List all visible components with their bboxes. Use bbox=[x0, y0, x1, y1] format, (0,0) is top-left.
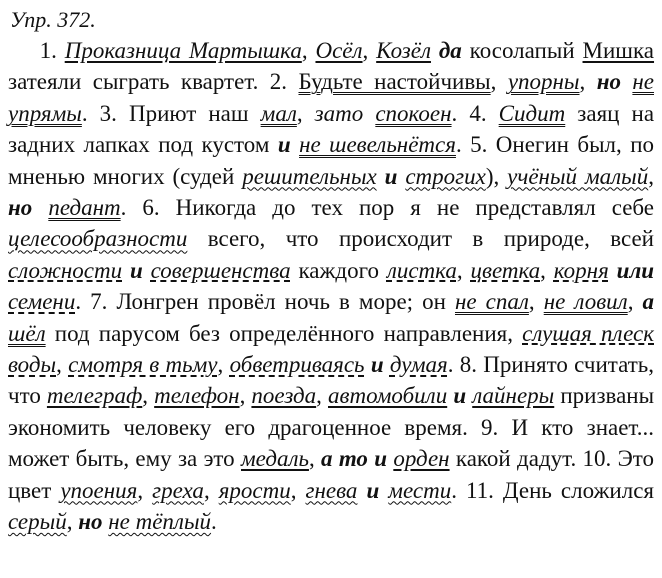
adverbial-underlined: слушая плеск воды bbox=[8, 320, 655, 378]
text-span: , bbox=[528, 289, 544, 315]
text-span: , bbox=[316, 383, 328, 409]
conjunction: но bbox=[8, 195, 33, 221]
attribute-underlined: строгих bbox=[405, 163, 486, 189]
conjunction: или bbox=[616, 257, 655, 283]
attribute-underlined: ярости bbox=[218, 477, 291, 503]
object-underlined: совершенства bbox=[150, 257, 291, 283]
text-span: , bbox=[308, 446, 322, 472]
text-span: косолапый bbox=[461, 38, 583, 63]
conjunction: зато bbox=[314, 100, 364, 126]
text-span: затеяли сыграть квартет. 2. bbox=[8, 69, 299, 95]
conjunction: но bbox=[78, 509, 103, 535]
text-span: , bbox=[137, 477, 153, 503]
predicate-underlined: не упрямы bbox=[8, 69, 655, 126]
text-span: всего, что происходит в природе, всей bbox=[187, 226, 654, 252]
text-span: , bbox=[627, 289, 643, 315]
object-underlined: корня bbox=[553, 257, 609, 283]
text-span: под парусом без определённого направления, bbox=[45, 320, 523, 346]
exercise-text bbox=[8, 35, 654, 538]
text-span: , bbox=[301, 38, 316, 63]
text-span: , bbox=[540, 257, 554, 283]
text-span: , bbox=[217, 352, 230, 378]
adverbial-underlined: смотря в тьму bbox=[68, 352, 218, 378]
attribute-underlined: решительных bbox=[242, 163, 377, 189]
subject-underlined: Мишка bbox=[582, 38, 655, 63]
adverbial-underlined: обветриваясь bbox=[229, 352, 365, 378]
conjunction: но bbox=[596, 69, 621, 95]
predicate-underlined: мал bbox=[260, 100, 297, 126]
subject-underlined: телеграф bbox=[46, 383, 143, 409]
conjunction: да bbox=[438, 38, 462, 63]
predicate-underlined: спокоен bbox=[375, 100, 452, 126]
text-span bbox=[431, 38, 439, 63]
text-span: , bbox=[239, 383, 252, 409]
predicate-underlined: не тёплый bbox=[108, 509, 212, 535]
subject-underlined: автомобили bbox=[328, 383, 448, 409]
text-span: , bbox=[579, 69, 597, 95]
text-span bbox=[122, 258, 130, 283]
object-underlined: семени bbox=[8, 289, 76, 315]
text-span bbox=[377, 164, 385, 189]
text-span: , bbox=[456, 257, 471, 283]
object-underlined: целесообразности bbox=[8, 226, 188, 252]
text-span: 1. bbox=[39, 38, 65, 63]
subject-underlined: телефон bbox=[154, 383, 240, 409]
text-span: . 3. Приют наш bbox=[81, 100, 261, 126]
text-span: , bbox=[290, 477, 306, 503]
text-span bbox=[32, 195, 48, 220]
text-span: , bbox=[648, 163, 654, 189]
subject-underlined: лайнеры bbox=[472, 383, 555, 409]
conjunction: а то и bbox=[321, 446, 388, 472]
predicate-underlined: шёл bbox=[8, 320, 46, 346]
object-underlined: цветка bbox=[470, 257, 541, 283]
text-span: . 6. Никогда до тех пор я не представлял себе bbox=[120, 195, 655, 221]
conjunction: и bbox=[384, 163, 398, 189]
predicate-underlined: педант bbox=[48, 195, 121, 221]
conjunction: и bbox=[129, 257, 143, 283]
predicate-underlined: не спал bbox=[454, 289, 529, 315]
text-span bbox=[621, 69, 632, 94]
conjunction: и bbox=[366, 477, 380, 503]
attribute-underlined: упоения bbox=[60, 477, 138, 503]
text-span: ), bbox=[485, 163, 508, 189]
text-span: , bbox=[56, 352, 69, 378]
conjunction: а bbox=[642, 289, 655, 315]
attribute-underlined: гнева bbox=[305, 477, 358, 503]
object-underlined: листка bbox=[386, 257, 457, 283]
subject-underlined: Проказница Мартышка bbox=[64, 38, 302, 63]
text-span bbox=[143, 258, 151, 283]
predicate-underlined: Сидит bbox=[498, 100, 566, 126]
text-span: . bbox=[211, 509, 217, 535]
predicate-underlined: учёный малый bbox=[507, 163, 649, 189]
text-span: . 7. Лонгрен провёл ночь в море; он bbox=[75, 289, 455, 315]
subject-underlined: орден bbox=[393, 446, 450, 472]
predicate-underlined: не шевельнётся bbox=[299, 132, 456, 158]
text-span: , bbox=[362, 38, 377, 63]
conjunction: и bbox=[453, 383, 467, 409]
text-span bbox=[291, 132, 299, 157]
conjunction: и bbox=[277, 132, 291, 158]
object-underlined: сложности bbox=[8, 257, 123, 283]
text-span: . 11. День сложился bbox=[451, 477, 654, 503]
subject-underlined: Осёл bbox=[315, 38, 363, 63]
text-span: заяц на задних лапках под кустом bbox=[8, 100, 655, 158]
text-span: , bbox=[296, 100, 315, 126]
text-span: , bbox=[203, 477, 219, 503]
subject-underlined: медаль bbox=[241, 446, 309, 472]
subject-underlined: поезда bbox=[251, 383, 317, 409]
text-span: . 8. Принято считать, что bbox=[8, 352, 654, 409]
text-span: , bbox=[66, 509, 79, 535]
text-span: . 4. bbox=[451, 100, 499, 126]
attribute-underlined: греха bbox=[152, 477, 204, 503]
adverbial-underlined: думая bbox=[389, 352, 448, 378]
text-span: призваны экономить человеку его драгоценное время. 9. И кто знает... может быть, ему за это bbox=[8, 383, 655, 472]
predicate-underlined: упорны bbox=[507, 69, 580, 95]
text-span: каждого bbox=[290, 257, 387, 283]
subject-underlined: Козёл bbox=[376, 38, 431, 63]
predicate-underlined: не ловил bbox=[543, 289, 628, 315]
text-span: , bbox=[490, 69, 508, 95]
text-span bbox=[609, 258, 617, 283]
text-span: , bbox=[142, 383, 155, 409]
text-span: какой дадут. 10. Это цвет bbox=[8, 446, 655, 503]
exercise-title: Упр. 372. bbox=[10, 7, 96, 32]
text-span bbox=[363, 101, 375, 126]
conjunction: и bbox=[370, 352, 384, 378]
predicate-underlined: серый bbox=[8, 509, 67, 535]
attribute-underlined: мести bbox=[388, 477, 452, 503]
text-span bbox=[379, 478, 388, 503]
text-span: . 5. Онегин был, по мненью многих (судей bbox=[8, 132, 655, 189]
predicate-underlined: Будьте настойчивы bbox=[298, 69, 491, 95]
